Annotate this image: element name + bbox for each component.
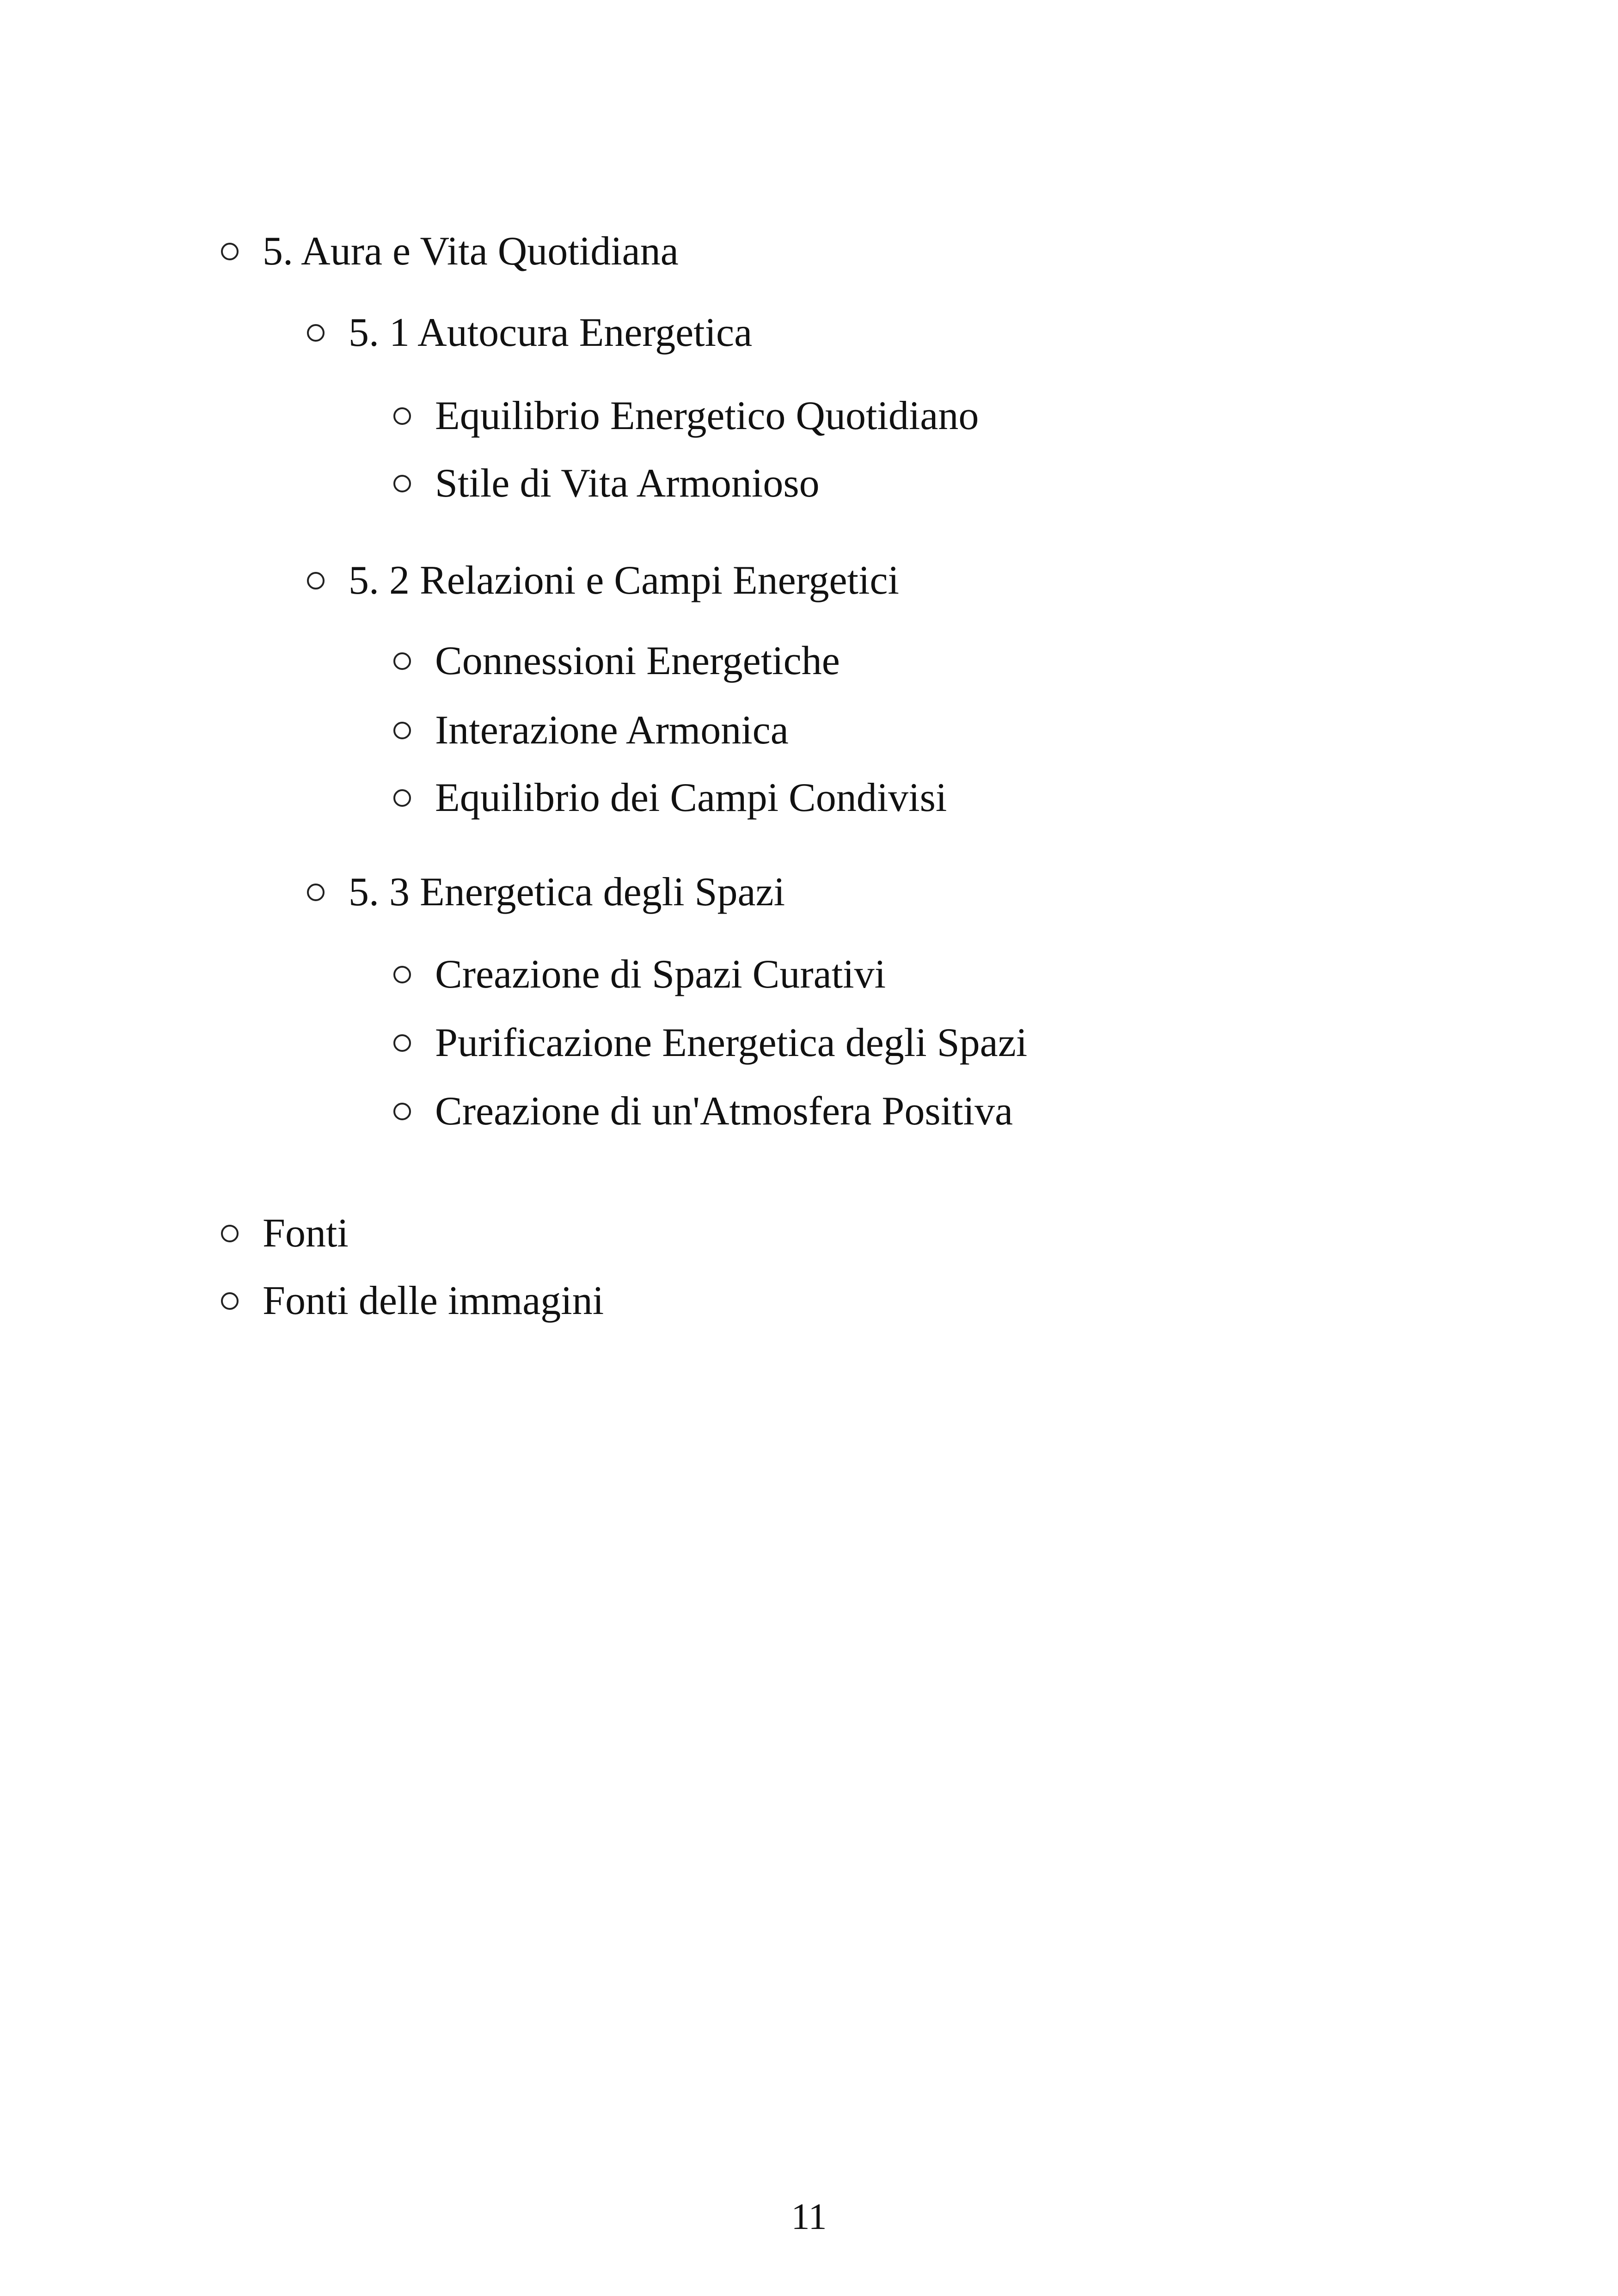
toc-entry-label: Creazione di Spazi Curativi bbox=[435, 952, 886, 997]
toc-entry-label: Stile di Vita Armonioso bbox=[435, 461, 820, 506]
toc-entry-label: Fonti delle immagini bbox=[263, 1278, 604, 1323]
circle-bullet-icon bbox=[393, 966, 411, 983]
circle-bullet-icon bbox=[393, 722, 411, 739]
circle-bullet-icon bbox=[307, 572, 325, 589]
toc-entry-label: Interazione Armonica bbox=[435, 708, 789, 753]
toc-entry-label: Fonti bbox=[263, 1211, 349, 1256]
toc-entry-label: 5. 3 Energetica degli Spazi bbox=[349, 870, 785, 915]
circle-bullet-icon bbox=[393, 652, 411, 670]
circle-bullet-icon bbox=[221, 1292, 239, 1310]
circle-bullet-icon bbox=[307, 324, 325, 342]
toc-entry-label: Equilibrio Energetico Quotidiano bbox=[435, 393, 979, 438]
toc-entry-connessioni[interactable] bbox=[393, 638, 840, 683]
toc-entry-fonti-immagini[interactable] bbox=[221, 1278, 604, 1323]
toc-entry-relazioni[interactable] bbox=[307, 560, 899, 601]
toc-entry-label: Equilibrio dei Campi Condivisi bbox=[435, 775, 947, 820]
circle-bullet-icon bbox=[393, 789, 411, 807]
toc-entry-interazione[interactable] bbox=[393, 710, 789, 751]
toc-entry-atmosfera[interactable] bbox=[393, 1091, 1013, 1132]
circle-bullet-icon bbox=[393, 1103, 411, 1120]
toc-entry-label: 5. Aura e Vita Quotidiana bbox=[263, 229, 679, 274]
circle-bullet-icon bbox=[393, 1034, 411, 1052]
circle-bullet-icon bbox=[393, 475, 411, 492]
toc-entry-autocura[interactable] bbox=[307, 310, 753, 355]
toc-entry-spazi-curativi[interactable] bbox=[393, 954, 886, 995]
toc-entry-equilibrio-quotidiano[interactable] bbox=[393, 393, 979, 438]
toc-entry-purificazione[interactable] bbox=[393, 1020, 1028, 1065]
toc-entry-label: 5. 2 Relazioni e Campi Energetici bbox=[349, 558, 899, 603]
circle-bullet-icon bbox=[307, 884, 325, 901]
toc-entry-label: Creazione di un'Atmosfera Positiva bbox=[435, 1089, 1013, 1134]
toc-entry-label: Purificazione Energetica degli Spazi bbox=[435, 1020, 1028, 1065]
circle-bullet-icon bbox=[221, 243, 239, 260]
toc-entry-spazi[interactable] bbox=[307, 872, 785, 913]
toc-entry-stile-vita[interactable] bbox=[393, 463, 820, 504]
toc-entry-aura-vita[interactable] bbox=[221, 231, 679, 272]
toc-entry-label: Connessioni Energetiche bbox=[435, 638, 840, 683]
toc-entry-label: 5. 1 Autocura Energetica bbox=[349, 310, 753, 355]
page-number: 11 bbox=[791, 2197, 827, 2237]
circle-bullet-icon bbox=[393, 407, 411, 425]
circle-bullet-icon bbox=[221, 1225, 239, 1242]
toc-entry-fonti[interactable] bbox=[221, 1213, 349, 1254]
toc-entry-equilibrio-campi[interactable] bbox=[393, 775, 947, 820]
